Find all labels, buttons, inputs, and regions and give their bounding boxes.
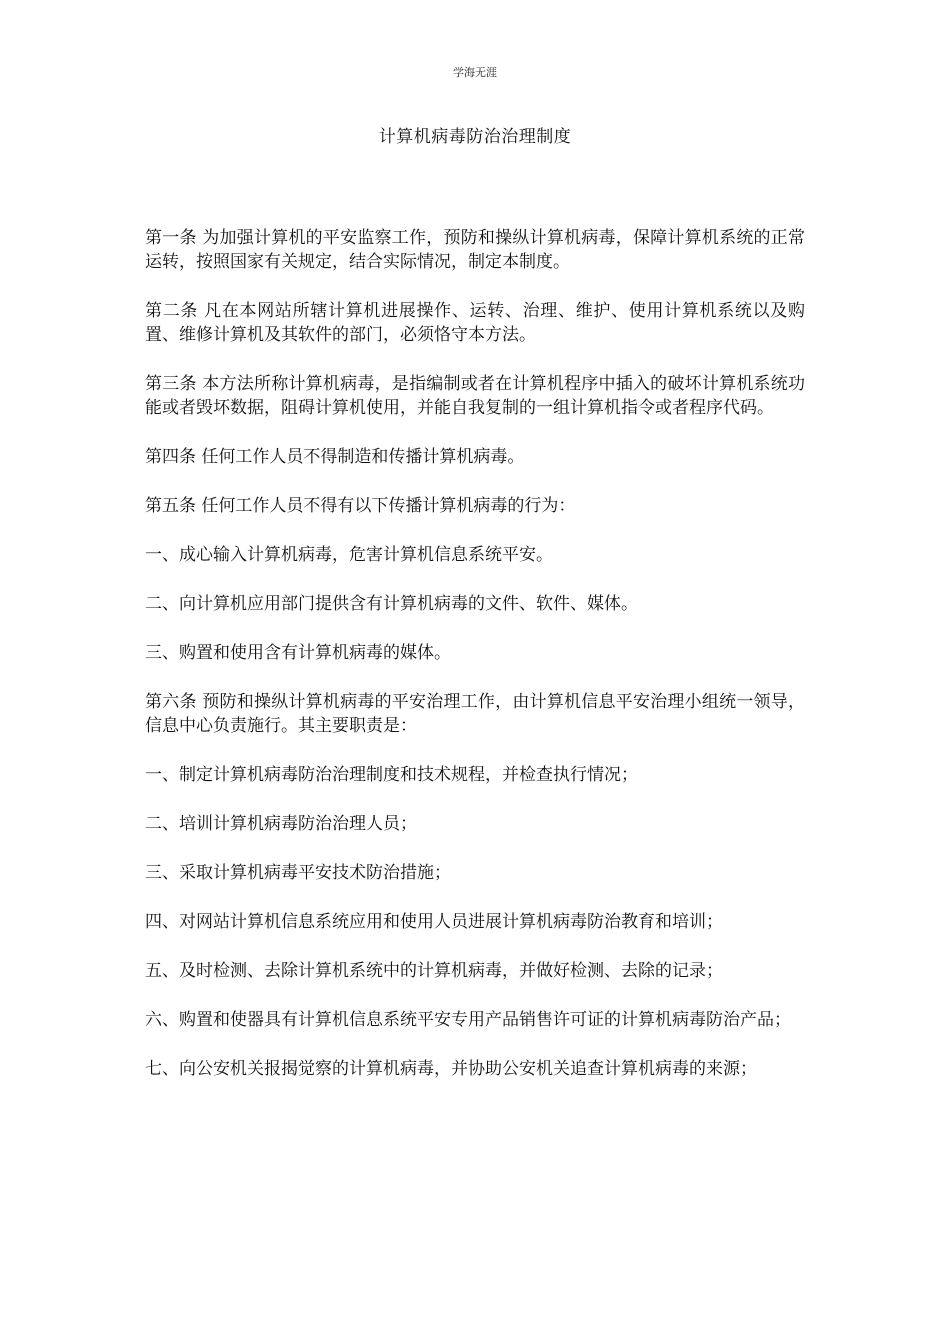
- list-item: 二、培训计算机病毒防治治理人员；: [145, 814, 417, 834]
- paragraph-article-6: 第六条 预防和操纵计算机病毒的平安治理工作，由计算机信息平安治理小组统一领导，信息中心负责施行。其主要职责是：: [145, 692, 805, 736]
- paragraph-article-1: 第一条 为加强计算机的平安监察工作，预防和操纵计算机病毒，保障计算机系统的正常运转，按照国家有关规定，结合实际情况，制定本制度。: [145, 228, 805, 272]
- list-item: 五、及时检测、去除计算机系统中的计算机病毒，并做好检测、去除的记录；: [145, 961, 723, 981]
- paragraph-article-5: 第五条 任何工作人员不得有以下传播计算机病毒的行为：: [145, 496, 576, 516]
- document-body: [145, 226, 805, 1106]
- list-item: 二、向计算机应用部门提供含有计算机病毒的文件、软件、媒体。: [145, 594, 638, 614]
- paragraph-article-4: 第四条 任何工作人员不得制造和传播计算机病毒。: [145, 447, 525, 467]
- list-item: 三、采取计算机病毒平安技术防治措施；: [145, 863, 451, 883]
- list-item: 一、成心输入计算机病毒，危害计算机信息系统平安。: [145, 545, 553, 565]
- document-title: 计算机病毒防治治理制度: [378, 127, 572, 147]
- paragraph-article-3: 第三条 本方法所称计算机病毒，是指编制或者在计算机程序中插入的破坏计算机系统功能或者毁坏数据，阻碍计算机使用，并能自我复制的一组计算机指令或者程序代码。: [145, 374, 805, 418]
- page-header: 学海无涯: [453, 66, 497, 79]
- list-item: 六、购置和使器具有计算机信息系统平安专用产品销售许可证的计算机病毒防治产品；: [145, 1010, 791, 1030]
- list-item: 一、制定计算机病毒防治治理制度和技术规程，并检查执行情况；: [145, 765, 638, 785]
- paragraph-article-2: 第二条 凡在本网站所辖计算机进展操作、运转、治理、维护、使用计算机系统以及购置、维修计算机及其软件的部门，必须恪守本方法。: [145, 301, 805, 345]
- list-item: 七、向公安机关报揭觉察的计算机病毒，并协助公安机关追查计算机病毒的来源；: [145, 1059, 757, 1079]
- list-item: 四、对网站计算机信息系统应用和使用人员进展计算机病毒防治教育和培训；: [145, 912, 723, 932]
- list-item: 三、购置和使用含有计算机病毒的媒体。: [145, 643, 451, 663]
